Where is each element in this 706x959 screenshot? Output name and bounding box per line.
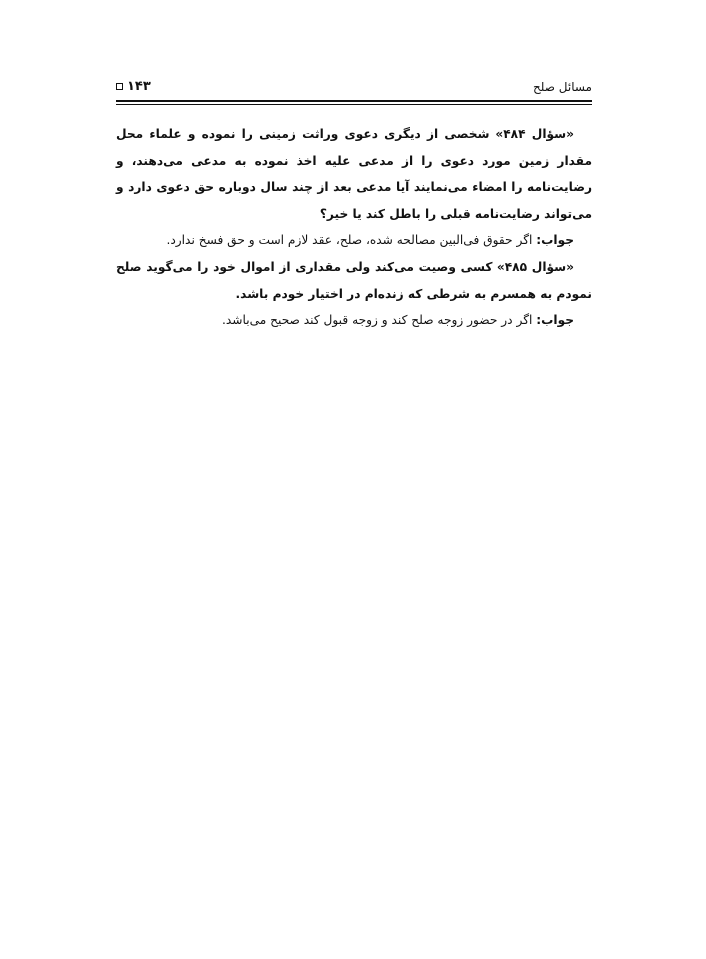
question-484 [116, 121, 592, 227]
header-rule-thick [116, 100, 592, 102]
answer-label: جواب: [536, 313, 574, 328]
answer-text: اگر در حضور زوجه صلح کند و زوجه قبول کند صحیح می‌باشد. [222, 313, 533, 328]
square-bullet-icon [116, 83, 123, 90]
question-marker: «سؤال ۴۸۴» [495, 127, 574, 141]
header-rule-thin [116, 104, 592, 105]
question-text: کسی وصیت می‌کند ولی مقداری از اموال خود را می‌گوید صلح نمودم به همسرم به شرطی که زنده‌ام در اختیار خودم باشد. [116, 259, 592, 301]
page-number [116, 79, 151, 94]
chapter-title: مسائل صلح [533, 80, 592, 94]
page-header [116, 78, 592, 102]
answer-484 [116, 227, 592, 254]
answer-label: جواب: [536, 233, 574, 248]
question-485 [116, 254, 592, 307]
page-number-text: ۱۴۳ [127, 79, 151, 94]
body-text [116, 121, 592, 334]
question-marker: «سؤال ۴۸۵» [496, 259, 574, 274]
answer-text: اگر حقوق فی‌البین مصالحه شده، صلح، عقد لازم است و حق فسخ ندارد. [166, 233, 533, 248]
answer-485 [116, 307, 592, 334]
question-text: شخصی از دیگری دعوی وراثت زمینی را نموده و علماء محل مقدار زمین مورد دعوی را از مدعی علیه اخذ نموده به مدعی می‌دهند، و رضایت‌نامه را امضاء می‌نمایند آیا مدعی بعد از چند سال دوباره حق دعوی دارد و می‌تواند رضایت‌نامه قبلی را باطل کند یا خیر؟ [116, 127, 592, 221]
